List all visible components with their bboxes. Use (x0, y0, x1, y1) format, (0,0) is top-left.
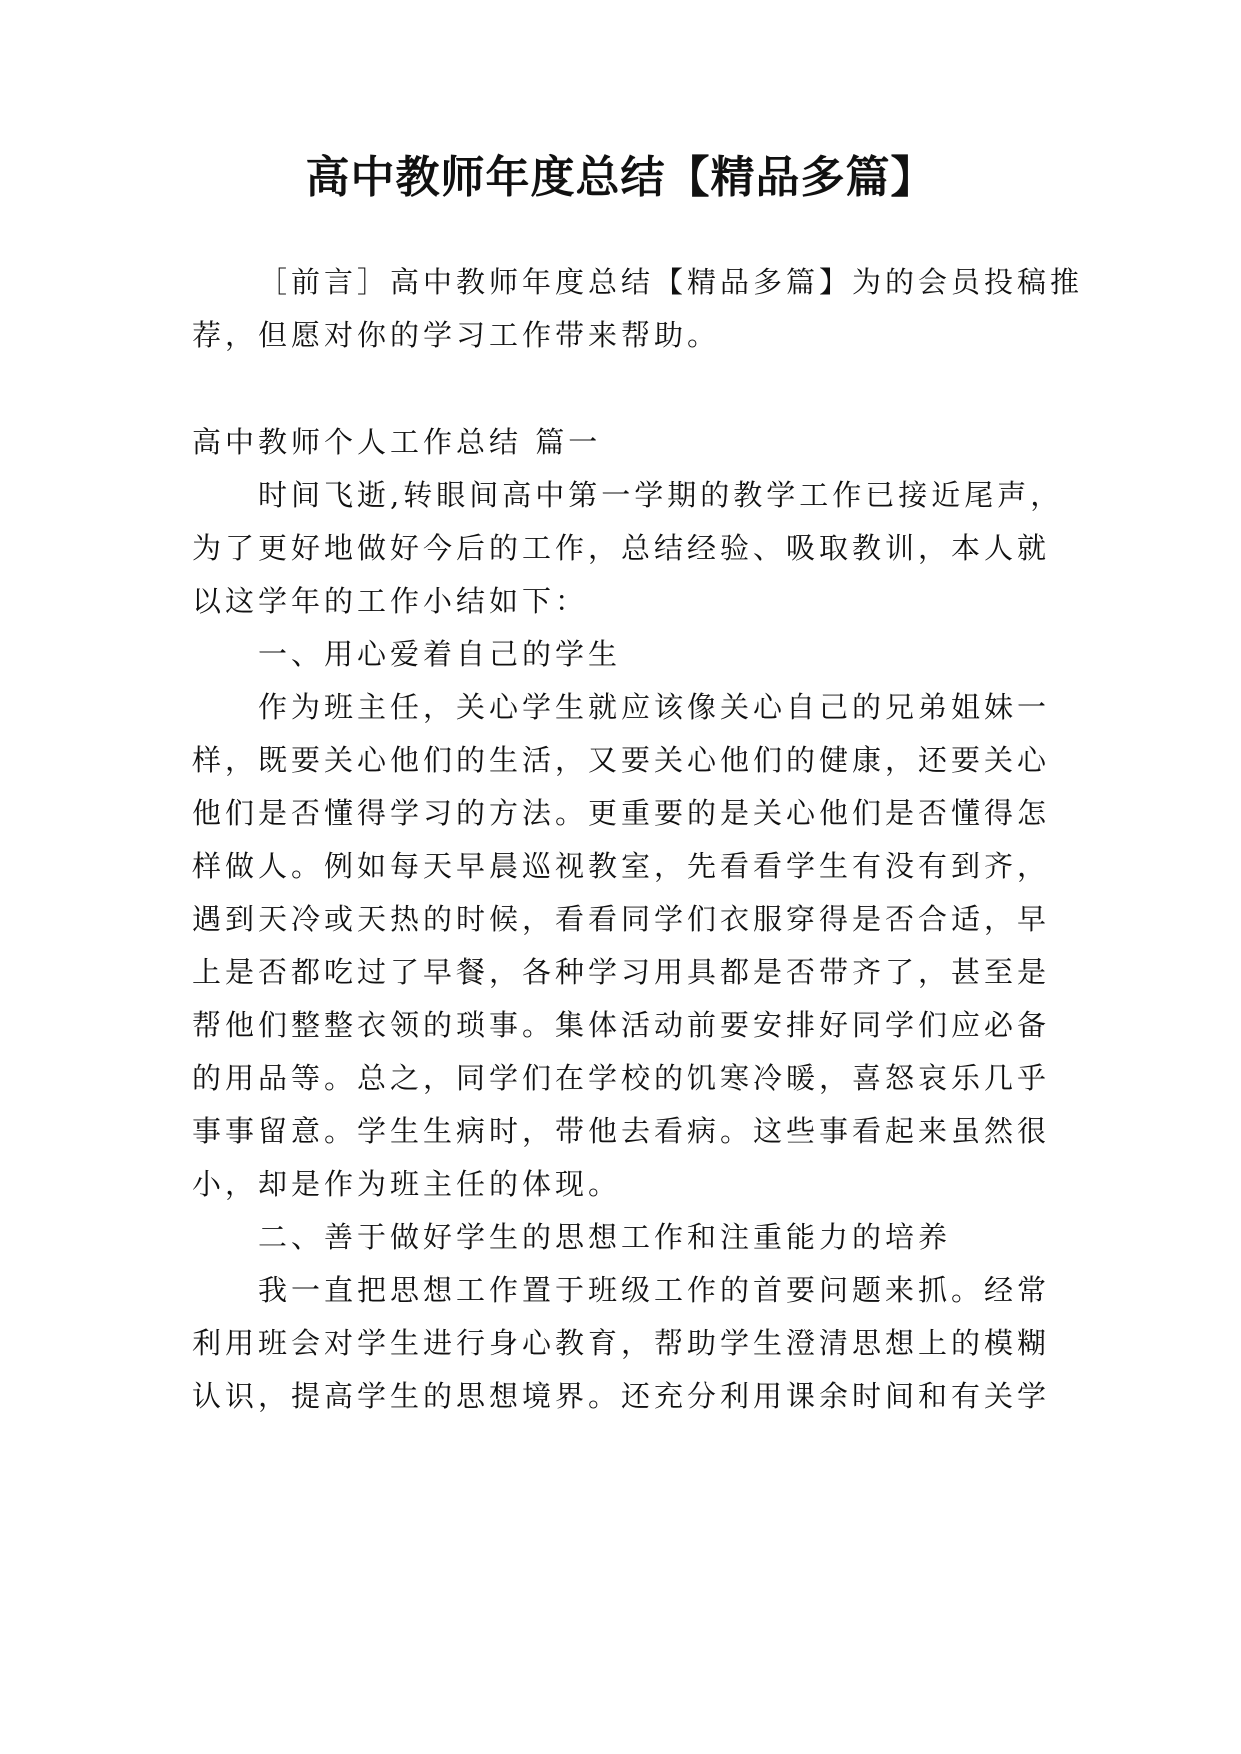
preface-line-2: 荐，但愿对你的学习工作带来帮助。 (192, 318, 721, 352)
paragraph-line: 样，既要关心他们的生活，又要关心他们的健康，还要关心 (192, 743, 1051, 777)
paragraph-line: 样做人。例如每天早晨巡视教室，先看看学生有没有到齐， (192, 849, 1051, 883)
section-heading: 高中教师个人工作总结 篇一 (192, 425, 602, 459)
subheading-line: 一、用心爱着自己的学生 (258, 637, 622, 671)
paragraph-line: 作为班主任，关心学生就应该像关心自己的兄弟姐妹一 (258, 690, 1051, 724)
subheading-line: 二、善于做好学生的思想工作和注重能力的培养 (258, 1220, 952, 1254)
paragraph-line: 遇到天冷或天热的时候，看看同学们衣服穿得是否合适，早 (192, 902, 1051, 936)
paragraph-line: 利用班会对学生进行身心教育，帮助学生澄清思想上的模糊 (192, 1326, 1051, 1360)
paragraph-line: 上是否都吃过了早餐，各种学习用具都是否带齐了，甚至是 (192, 955, 1051, 989)
paragraph-line: 为了更好地做好今后的工作，总结经验、吸取教训，本人就 (192, 531, 1051, 565)
paragraph-line: 我一直把思想工作置于班级工作的首要问题来抓。经常 (258, 1273, 1051, 1307)
preface-line-1: ［前言］高中教师年度总结【精品多篇】为的会员投稿推 (258, 265, 1084, 299)
paragraph-line: 以这学年的工作小结如下： (192, 584, 589, 618)
document-title: 高中教师年度总结【精品多篇】 (305, 152, 936, 203)
paragraph-line: 时间飞逝,转眼间高中第一学期的教学工作已接近尾声， (258, 478, 1064, 512)
paragraph-line: 小，却是作为班主任的体现。 (192, 1167, 622, 1201)
paragraph-line: 认识，提高学生的思想境界。还充分利用课余时间和有关学 (192, 1379, 1051, 1413)
paragraph-line: 的用品等。总之，同学们在学校的饥寒冷暖，喜怒哀乐几乎 (192, 1061, 1051, 1095)
paragraph-line: 帮他们整整衣领的琐事。集体活动前要安排好同学们应必备 (192, 1008, 1051, 1042)
paragraph-line: 他们是否懂得学习的方法。更重要的是关心他们是否懂得怎 (192, 796, 1051, 830)
paragraph-line: 事事留意。学生生病时，带他去看病。这些事看起来虽然很 (192, 1114, 1051, 1148)
